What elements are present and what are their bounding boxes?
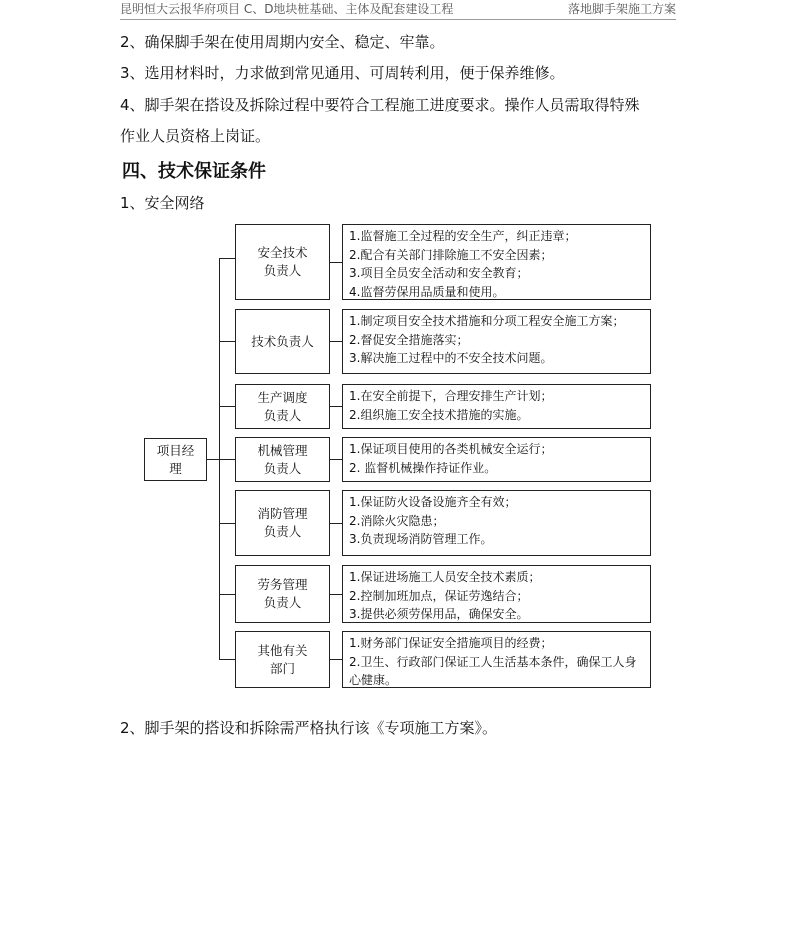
- duty-item: 2.消除火灾隐患；: [349, 513, 445, 528]
- role-name-line2: 部门: [269, 660, 295, 676]
- duty-item: 1.在安全前提下，合理安排生产计划；: [349, 389, 553, 403]
- duty-item: 3.解决施工过程中的不安全技术问题。: [349, 351, 553, 365]
- paragraph-4-line2: 作业人员资格上岗证。: [120, 127, 271, 145]
- duty-item: 2.控制加班加点，保证劳逸结合；: [349, 588, 529, 603]
- section-title: 四、技术保证条件: [122, 161, 266, 182]
- role-name-line1: 劳务管理: [257, 577, 308, 592]
- role-name-line1: 安全技术: [257, 245, 308, 260]
- duty-item: 1.保证防火设备设施齐全有效；: [349, 495, 517, 509]
- duty-item: 1.制定项目安全技术措施和分项工程安全施工方案；: [349, 314, 625, 328]
- duty-item: 1.保证进场施工人员安全技术素质；: [349, 570, 541, 584]
- duty-item: 1.监督施工全过程的安全生产，纠正违章；: [349, 229, 577, 243]
- role-name-line2: 负责人: [263, 524, 302, 539]
- connector-duty: [330, 659, 342, 660]
- role-box-production: [235, 384, 330, 429]
- connector-branch: [219, 659, 235, 660]
- paragraph-4-line1: 4、脚手架在搭设及拆除过程中要符合工程施工进度要求。操作人员需取得特殊: [120, 96, 640, 114]
- role-box-fire: [235, 490, 330, 556]
- connector-branch: [219, 341, 235, 342]
- connector-branch: [219, 406, 235, 407]
- header-document-title: 落地脚手架施工方案: [567, 2, 676, 16]
- paragraph-2: 2、确保脚手架在使用周期内安全、稳定、牢靠。: [120, 33, 445, 51]
- duty-box-production: [342, 384, 651, 429]
- duty-item: 4.监督劳保用品质量和使用。: [349, 284, 505, 299]
- role-name-line1: 其他有关: [257, 642, 308, 658]
- connector-branch: [219, 594, 235, 595]
- connector-branch: [219, 258, 235, 259]
- duty-box-fire: [342, 490, 651, 556]
- root-box-project-manager: [144, 438, 207, 481]
- role-name-line1: 生产调度: [257, 389, 308, 405]
- role-name-line1: 机械管理: [257, 442, 308, 458]
- role-name-line2: 负责人: [263, 595, 302, 610]
- duty-box-other-depts: [342, 631, 651, 688]
- role-box-other-depts: [235, 631, 330, 688]
- duty-item: 心健康。: [349, 673, 398, 687]
- duty-item: 2.督促安全措施落实；: [349, 332, 469, 347]
- subsection-title: 1、安全网络: [120, 194, 205, 212]
- connector-branch: [219, 523, 235, 524]
- role-name-line1: 消防管理: [257, 506, 308, 521]
- duty-box-labor: [342, 565, 651, 623]
- duty-item: 2.组织施工安全技术措施的实施。: [349, 407, 529, 422]
- duty-item: 3.提供必须劳保用品，确保安全。: [349, 607, 529, 621]
- connector-duty: [330, 341, 342, 342]
- duty-box-tech-lead: [342, 309, 651, 374]
- role-name-line2: 负责人: [263, 407, 302, 423]
- duty-item: 1.保证项目使用的各类机械安全运行；: [349, 442, 553, 456]
- connector-duty: [330, 406, 342, 407]
- connector-duty: [330, 459, 342, 460]
- connector-branch: [219, 459, 235, 460]
- connector-duty: [330, 262, 342, 263]
- role-box-labor: [235, 565, 330, 623]
- role-name-line1: 技术负责人: [251, 333, 314, 349]
- role-box-machinery: [235, 437, 330, 482]
- header-project-name: 昆明恒大云报华府项目 C、D地块桩基础、主体及配套建设工程: [120, 2, 454, 16]
- duty-box-machinery: [342, 437, 651, 482]
- duty-item: 2.卫生、行政部门保证工人生活基本条件，确保工人身: [349, 654, 637, 669]
- duty-item: 1.财务部门保证安全措施项目的经费；: [349, 636, 553, 650]
- duty-item: 3.项目全员安全活动和安全教育；: [349, 266, 529, 280]
- connector-duty: [330, 594, 342, 595]
- duty-box-safety-tech: [342, 224, 651, 300]
- role-name-line2: 负责人: [263, 460, 302, 476]
- duty-item: 3.负责现场消防管理工作。: [349, 532, 493, 546]
- role-box-safety-tech: [235, 224, 330, 300]
- role-box-tech-lead: [235, 309, 330, 374]
- role-name-line2: 负责人: [263, 263, 302, 278]
- connector-duty: [330, 523, 342, 524]
- closing-paragraph: 2、脚手架的搭设和拆除需严格执行该《专项施工方案》。: [120, 719, 498, 737]
- duty-item: 2.配合有关部门排除施工不安全因素；: [349, 247, 553, 262]
- page-header: [120, 0, 676, 20]
- duty-item: 2. 监督机械操作持证作业。: [349, 460, 497, 475]
- paragraph-3: 3、选用材料时，力求做到常见通用、可周转利用，便于保养维修。: [120, 64, 565, 82]
- root-label: 项目经理: [156, 442, 195, 476]
- connector-root: [207, 459, 219, 460]
